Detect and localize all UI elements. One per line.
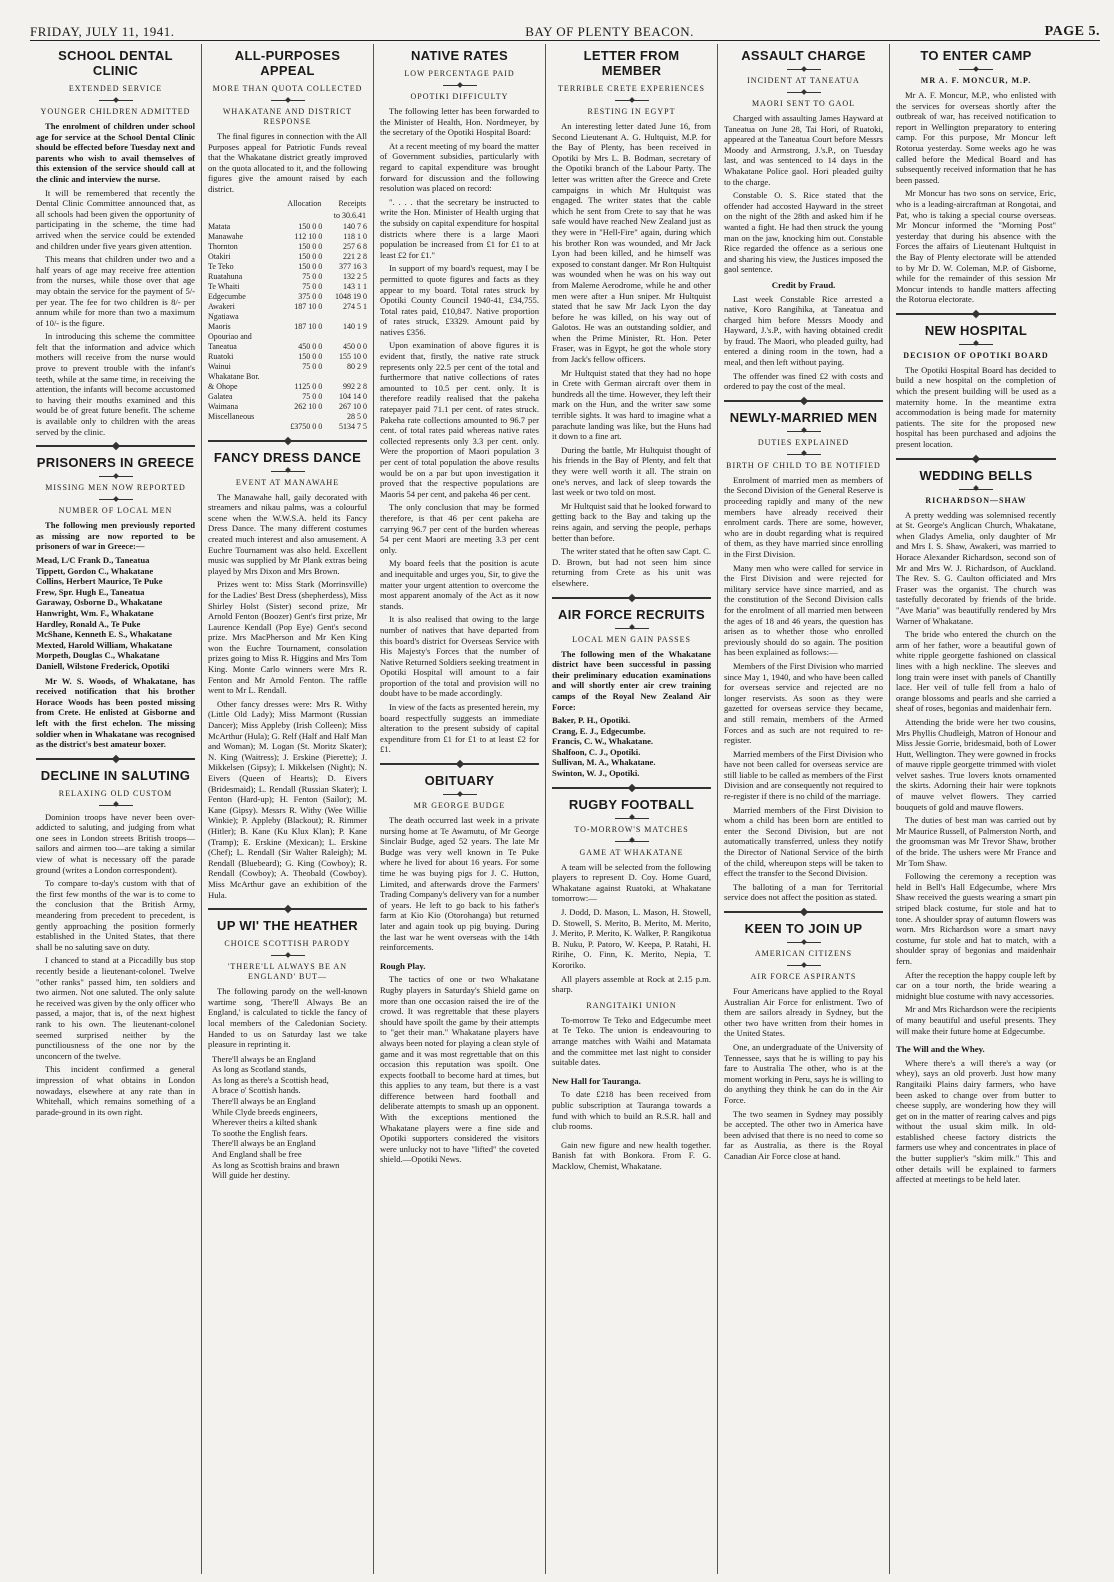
table-row	[208, 312, 367, 322]
receipts-cell: 104 14 0	[339, 391, 367, 401]
list-item: Frew, Spr. Hugh E., Taneatua	[36, 586, 145, 597]
allocation-cell	[275, 372, 322, 382]
headline: SCHOOL DENTAL CLINIC	[58, 48, 173, 78]
table-row	[208, 302, 367, 312]
district-cell: Otakiri	[208, 251, 231, 261]
article-fancy-dress	[208, 450, 367, 901]
receipts-cell: 1048 19 0	[335, 291, 367, 301]
receipts-cell: 155 10 0	[339, 351, 367, 361]
paragraph: Other fancy dresses were: Mrs R. Withy (Little Old Lady); Miss Marmont (Russian Dancer); Miss Appleby (Irish Colleen); Miss McArthur (Hula); G. Relf (Half and Half Man and Woman); M. Logan (St. Moritz Skater); N. King (Waitress); J. Erskine (Pierette); J. Mikkelsen (Gipsy); I. Mikkelsen (Night); N. Eivers (Queen of Hearts); D. Eivers (Bridesmaid); L. Rendall (Russian Skater); I. Fenton (Hard-up); H. Fenton (Sailor); M. Kane (Gipsy). Messrs R. Withy (Wee Willie Winkie); P. Appleby (Blackout); R. Rimmer (Hitler); B. Kane (Ku Klux Klan); P. Kane (Tramp); E. Erskine (Mexican); L. Erskine (Chef); L. Rendall (Sir Walter Raleigh); M. Rendall (Bluebeard); G. King (Cowboy); R. Rendall (Cowboy); A. Theobald (Cowboy). Miss McArthur gave an exhibition of the Hula.	[208, 698, 367, 900]
table-row	[208, 382, 367, 392]
paragraph: Charged with assaulting James Hayward at Taneatua on June 28, Tai Hori, of Ruatoki, appeared at the Taneatua Court before Messrs Moody and Armstrong, J.'s.P., on Tuesday last, and was sentenced to 14 days in the Whakatane Police gaol. Hori pleaded guilty to the charge.	[724, 113, 883, 187]
paragraph: Four Americans have applied to the Royal Australian Air Force for enlistment. Two of them are sailors already in Sydney, but the other two have written from their homes in the United States.	[724, 986, 883, 1039]
masthead-date: FRIDAY, JULY 11, 1941.	[30, 24, 175, 39]
list-item: Crang, E. J., Edgecumbe.	[552, 725, 646, 736]
paragraph: Mr A. F. Moncur, M.P., who enlisted with the services for overseas shortly after the outbreak of war, has received notification to report in Wellington preparatory to entering camp. For this purpose, Mr Moncur left Rotorua yesterday. Some weeks ago he was called before the Medical Board and has subsequently received information that he has been passed.	[896, 90, 1056, 185]
paragraph: To-morrow Te Teko and Edgecumbe meet at Te Teko. The union is endeavouring to arrange matches with Waihi and Matamata and the committee met last night to consider suitable dates.	[552, 1014, 711, 1068]
paragraph: All players assemble at Rock at 2.15 p.m. sharp.	[552, 973, 711, 995]
article-heather	[208, 918, 367, 1181]
verse-line: And England shall be free	[212, 1149, 302, 1160]
article-appeal	[208, 48, 367, 432]
paragraph: Mr and Mrs Richardson were the recipients of many beautiful and useful presents. They will make their future home at Edgecumbe.	[896, 1004, 1056, 1036]
divider	[787, 431, 821, 432]
list-item: McShane, Kenneth E. S., Whakatane	[36, 629, 172, 640]
verse-line: To soothe the English fears.	[212, 1127, 308, 1138]
receipts-cell	[322, 332, 367, 342]
divider	[443, 794, 477, 795]
side-heading: The Will and the Whey.	[896, 1044, 985, 1055]
subhead: RANGITAIKI UNION	[586, 1000, 677, 1010]
receipts-cell: 118 1 0	[343, 231, 367, 241]
verse-line: A brace o' Scottish hands.	[212, 1085, 301, 1096]
receipts-cell: 143 1 1	[343, 281, 367, 291]
section-rule	[724, 911, 883, 913]
subhead: TERRIBLE CRETE EXPERIENCES	[558, 84, 705, 93]
allocation-cell: 150 0 0	[298, 261, 323, 271]
divider	[615, 628, 649, 629]
column-6	[890, 44, 1062, 1574]
list-item: Shalfoon, C. J., Opotiki.	[552, 746, 641, 757]
divider	[99, 476, 133, 477]
allocation-cell: 187 10 0	[294, 321, 323, 331]
district-cell: Ruatahuna	[208, 271, 243, 281]
subhead: CHOICE SCOTTISH PARODY	[224, 939, 351, 949]
subhead: MR A. F. MONCUR, M.P.	[920, 76, 1032, 85]
subhead: LOCAL MEN GAIN PASSES	[572, 634, 691, 644]
district-cell: Whakatane Bor.	[208, 371, 260, 381]
paragraph: The two seamen in Sydney may possibly be accepted. The other two in America have been advised that there is no need to come so far as Australia, as there is the Royal Canadian Air Force close at hand.	[724, 1108, 883, 1161]
district-cell: Miscellaneous	[208, 411, 255, 421]
article-rugby	[552, 797, 711, 1068]
headline: NATIVE RATES	[410, 48, 508, 63]
subhead: MR GEORGE BUDGE	[413, 801, 506, 811]
list-item: Sullivan, M. A., Whakatane.	[552, 757, 656, 768]
list-item: Daniell, Wilstone Frederick, Opotiki	[36, 660, 170, 671]
subhead: YOUNGER CHILDREN ADMITTED	[40, 107, 191, 116]
recruit-list	[552, 715, 711, 779]
allocation-cell: 375 0 0	[298, 291, 323, 301]
list-item: Mead, L/C Frank D., Taneatua	[36, 555, 150, 565]
verse-line: While Clyde breeds engineers,	[212, 1106, 318, 1117]
paragraph: The balloting of a man for Territorial service does not affect the position as stated.	[724, 881, 883, 903]
district-cell: Te Whaiti	[208, 281, 240, 291]
paragraph: ". . . . that the secretary be instructed to write the Hon. Minister of Health urging that the subsidy on capital expenditure for hospital districts where there is a large Maori population be increased from £1 for £1 to at least £2 for £1."	[380, 196, 539, 260]
paragraph: Constable O. S. Rice stated that the offender had accosted Hayward in the street on the night of the 28th and asked him if he wanted a fight. He had then struck the young man on the jaw, knocking him out. Constable Rice regarded the offence as a serious one and sharing his view, the Justices imposed the gaol sentence.	[724, 190, 883, 275]
allocation-cell: 450 0 0	[298, 341, 323, 351]
allocation-cell	[275, 332, 322, 342]
district-cell: Galatea	[208, 391, 233, 401]
divider	[959, 344, 993, 345]
headline: PRISONERS IN GREECE	[36, 455, 195, 471]
column-1	[30, 44, 202, 1574]
list-item: Swinton, W. J., Opotiki.	[552, 768, 640, 779]
allocation-cell	[275, 312, 322, 322]
verse-line: Wherever theirs a kilted shank	[212, 1117, 317, 1128]
table-row	[208, 362, 367, 372]
column-4	[546, 44, 718, 1574]
district-cell: Opouriao and	[208, 331, 252, 341]
paragraph: The only conclusion that may be formed therefore, is that 46 per cent pakeha are carrying 96.7 per cent of the burden whereas 54 per cent Maori are meeting 3.3 per cent only.	[380, 502, 539, 555]
subhead: GAME AT WHAKATANE	[579, 847, 684, 857]
divider	[959, 489, 993, 490]
paragraph: Mr W. S. Woods, of Whakatane, has received notification that his brother Horace Woods has been posted missing from Crete. He enlisted at Gisborne and left with the first echelon. The missing soldier when in Whakatane was recognised as the district's best amateur boxer.	[36, 675, 195, 750]
article-prisoners	[36, 455, 195, 749]
paragraph: The following parody on the well-known wartime song, 'There'll Always Be an England,' is calculated to tickle the fancy of local members of the Caledonian Society. Handed to us on Saturday last we take pleasure in reprinting it.	[208, 986, 367, 1050]
section-rule	[896, 458, 1056, 460]
headline: ASSAULT CHARGE	[741, 48, 866, 63]
district-cell: Ruatoki	[208, 351, 234, 361]
subhead: BIRTH OF CHILD TO BE NOTIFIED	[726, 460, 881, 470]
paragraph: Enrolment of married men as members of the Second Division of the General Reserve is proceeding rapidly and many of the new members have already received their enrolment cards. There are some, however, who are in doubt regarding what is required of them, as they have married since enrolling in the First Division.	[724, 474, 883, 559]
paragraph: Where there's a will there's a way (or whey), says an old proverb. Just how many Rangitaiki Plains dairy farmers, who have been asked to change over from butter to cheese supply, are wondering how they will get on in the matter of rearing calves and pigs without the usual skim milk. In old-established cheese factory districts the farmers use whey and concentrates in place of the butter supplier's "skim milk." This and other details will be explained to farmers affected at meetings to be held later.	[896, 1057, 1056, 1185]
receipts-cell	[322, 312, 367, 322]
subhead: WHAKATANE AND DISTRICT RESPONSE	[222, 107, 353, 126]
paragraph: The Manawahe hall, gaily decorated with streamers and nikau palms, was a colourful scene when the W.W.S.A. held its Fancy Dress Dance. The many different costumes created much interest and also amusement. A Euchre Tournament was also held. Excellent music was supplied by Mr Plank extras being played by Mrs Dixon and Mrs Brown.	[208, 491, 367, 576]
paragraph: This incident confirmed a general impression of what obtains in London nowadays, elsewhere at any rate than in Whitehall, which remains something of a parade-ground in its own right.	[36, 1064, 195, 1117]
list-item: Garaway, Osborne D., Whakatane	[36, 597, 163, 608]
receipts-cell: 132 2 5	[343, 271, 367, 281]
article-wedding	[896, 468, 1056, 1037]
article-assault	[724, 48, 883, 392]
district-cell: Waimana	[208, 401, 239, 411]
section-rule	[552, 787, 711, 789]
list-item: Collins, Herbert Maurice, Te Puke	[36, 576, 163, 587]
subhead: RICHARDSON—SHAW	[925, 495, 1027, 505]
receipts-cell: 221 2 8	[343, 251, 367, 261]
subhead: MISSING MEN NOW REPORTED	[45, 483, 186, 493]
list-item: Hardley, Ronald A., Te Puke	[36, 618, 141, 629]
article-new-hospital	[896, 323, 1056, 450]
verse-line: There'll always be an England	[212, 1096, 316, 1107]
article-air-force	[552, 607, 711, 779]
district-cell: Taneatua	[208, 341, 237, 351]
district-cell: Ngatiawa	[208, 311, 239, 321]
paragraph: The death occurred last week in a private nursing home at Te Awamutu, of Mr George Sinclair Budge, aged 52 years. The late Mr Budge was very well known in Te Puke where he lived for about 16 years. For some time he was buying pigs for J. C. Hutton, Limited, and afterwards drove the Farmers' Trading Company's delivery van for a number of years. He left to go back to his father's farm at Kio Kio (Otorohanga) but returned later and again took up pig buying. During the last war he went overseas with the 14th reinforcements.	[380, 815, 539, 953]
section-rule	[36, 445, 195, 447]
paragraph: During the battle, Mr Hultquist thought of his friends in the Bay of Plenty, and felt that they were well worth it all. The strain on one's nerves, and lack of sleep towards the last week or two told on most.	[552, 444, 711, 498]
article-saluting	[36, 768, 195, 1118]
paragraph: The bride who entered the church on the arm of her father, wore a beautiful gown of white ripple georgette fashioned on classical lines with a high neckline. The sleeves and long train were inset with panels of Chantilly lace. Her veil of tulle fell from a halo of orange blossoms and pearls and she carried a sheaf of roses, begonias and maidenhair fern.	[896, 629, 1056, 714]
section-rule	[724, 400, 883, 402]
headline: FANCY DRESS DANCE	[213, 449, 362, 465]
headline: WEDDING BELLS	[919, 467, 1033, 483]
district-cell: Manawahe	[208, 231, 244, 241]
masthead	[30, 18, 1100, 41]
table-total	[208, 422, 367, 432]
table-row	[208, 392, 367, 402]
district-cell: Te Teko	[208, 261, 234, 271]
allocation-cell: 75 0 0	[302, 271, 323, 281]
paragraph: The writer stated that he often saw Capt. C. D. Brown, but had not seen him since returning from Crete as his unit was elsewhere.	[552, 546, 711, 588]
list-item: Mexted, Harold William, Whakatane	[36, 639, 173, 650]
paragraph: It is also realised that owing to the large number of natives that have departed from this board's district for Overseas Service with His Majesty's Forces that the number of Native Returned Soldiers seeking treatment in Opotiki Hospital will amount to a fair proportion of the total and provision will no doubt have to be made accordingly.	[380, 614, 539, 699]
subhead: NUMBER OF LOCAL MEN	[58, 506, 173, 516]
subhead: AIR FORCE ASPIRANTS	[750, 972, 857, 981]
table-row	[208, 222, 367, 232]
table-header	[208, 210, 367, 222]
list-item: Hanwright, Wm. F., Whakatane	[36, 607, 154, 618]
table-row	[208, 272, 367, 282]
divider	[99, 805, 133, 806]
total-receipts: 5134 7 5	[339, 421, 367, 431]
paragraph: Mr Hultquist said that he looked forward to getting back to the Bay and taking up the reins again, and serving the people, perhaps better than before.	[552, 500, 711, 543]
side-heading: Credit by Fraud.	[771, 279, 836, 290]
allocation-cell: 112 10 0	[294, 231, 323, 241]
paragraph: J. Dodd, D. Mason, L. Mason, H. Stowell, D. Stowell, S. Merito, B. Merito, M. Merito, J. Merito, P. Merito, K. Walker, P. Rangikotua B. Nuku, P. Patoro, W. Keepa, P. Ratahi, H. Ririhe, O. Finn, K. Merito, Nepia, T. Kororiko.	[552, 907, 711, 970]
headline: TO ENTER CAMP	[920, 48, 1032, 63]
divider	[271, 471, 305, 472]
section-rule	[208, 440, 367, 442]
section-rule	[208, 908, 367, 910]
total-allocation: £3750 0 0	[290, 421, 323, 431]
headline: NEWLY-MARRIED MEN	[729, 409, 878, 425]
district-cell: & Ohope	[208, 381, 238, 391]
paragraph: Gain new figure and new health together. Banish fat with Bonkora. From F. G. Macklow, Chemist, Whakatane.	[552, 1139, 711, 1171]
column-header: to 30.6.41	[333, 210, 366, 220]
headline: DECLINE IN SALUTING	[40, 767, 191, 783]
verse-line: There'll always be an England	[212, 1053, 316, 1064]
masthead-paper: BAY OF PLENTY BEACON.	[525, 24, 694, 39]
section-rule	[552, 597, 711, 599]
divider	[787, 454, 821, 455]
divider	[615, 841, 649, 842]
side-heading: New Hall for Tauranga.	[552, 1075, 641, 1086]
divider	[787, 92, 821, 93]
receipts-cell: 450 0 0	[343, 341, 367, 351]
verse-line: There'll always be an England	[212, 1138, 316, 1149]
paragraph: Mr Hultquist stated that they had no hope in Crete with German aircraft over them in hundreds all the time. However, they left their mark on the Hun, and the writer saw some terrible sights. It was hard to imagine what a parachute landing was like, but the Huns had it down to a fine art.	[552, 367, 711, 442]
allocation-cell: 75 0 0	[302, 391, 323, 401]
paragraph: The enrolment of children under school age for service at the School Dental Clinic should be effected before Tuesday next and parents who wish to avail themselves of this extension of the service should call at the clinic and interview the nurse.	[36, 121, 195, 184]
section-rule	[36, 758, 195, 760]
divider	[99, 499, 133, 500]
subhead: EVENT AT MANAWAHE	[235, 477, 340, 487]
divider	[443, 85, 477, 86]
paragraph: Prizes went to: Miss Stark (Morrinsville) for the Ladies' Best Dress (shepherdess), Miss Shirley Holst (Sister) second prize, Mr Arnold Fenton (Boozer) Gent's first prize, Mr Laurence Kendall (Pop Eye) Gent's second prize. Mrs MacPherson and Mr Ken King won the Euchre Tournament, consolation prizes going to Miss R. Higgins and Mrs Tom King. Monte Carlo winners were Mrs R. Fenton and Mr Arnold Fenton. The raffle went to Mr L. Rendall.	[208, 579, 367, 696]
allocation-cell: 262 10 0	[294, 401, 323, 411]
paragraph: Members of the First Division who married since May 1, 1940, and who have been called for overseas service and rejected are no longer reservists. As soon as they were gazetted for overseas service they became, and still remain, members of the Armed Forces and as such are not required to re-register.	[724, 660, 883, 746]
article-married-men	[724, 410, 883, 903]
divider	[615, 818, 649, 819]
subhead: 'THERE'LL ALWAYS BE AN ENGLAND' BUT—	[227, 962, 348, 982]
table-row	[208, 332, 367, 342]
advertisement	[552, 1140, 711, 1172]
headline: AIR FORCE RECRUITS	[558, 606, 705, 622]
receipts-cell	[322, 372, 367, 382]
subhead: INCIDENT AT TANEATUA	[747, 76, 860, 85]
paragraph: Many men who were called for service in the First Division and were rejected for military service have since married, and as the constitution of the Second Division calls for the enrolment of all married men between the ages of 18 and 46 years, the question has arisen as to whether those who enrolled previously should do so again. The position has been explained as follows:—	[724, 562, 883, 658]
paragraph: The following men of the Whakatane district have been successful in passing their preliminary education examinations and will shortly enter air crew training camps of the Royal New Zealand Air Force:	[552, 648, 711, 712]
list-item: Tippett, Gordon C., Whakatane	[36, 565, 154, 576]
table-row	[208, 352, 367, 362]
subhead: LOW PERCENTAGE PAID	[404, 69, 515, 78]
receipts-cell: 140 1 9	[343, 321, 367, 331]
paragraph: The final figures in connection with the All Purposes appeal for Patriotic Funds reveal that the Whakatane district greatly improved on the quota allocated to it, and the following figures give the amount raised by each district.	[208, 131, 367, 194]
receipts-cell: 28 5 0	[347, 411, 367, 421]
article-obituary	[380, 773, 539, 953]
column-5	[718, 44, 890, 1574]
article-enter-camp	[896, 48, 1056, 305]
verse-line: Will guide her destiny.	[212, 1170, 290, 1181]
allocation-rows	[208, 222, 367, 422]
paragraph: The tactics of one or two Whakatane Rugby players in Saturday's Shield game on more than one occasion raised the ire of the crowd. It was regrettable that these players should have spoilt the game by their attempts to "get their man." Whakatane players have always been noted for playing a clean style of game and it was most regrettable that on this occasion this reputation was spoilt. One expects football to become hard at times, but this applies to any team, but there is a vast difference between hard football and deliberate attempts to smash up an opponent. With the exceptions mentioned the Whakatane players were a fine side and Opotiki supporters considered the visitors were unlucky not to have "lifted" the coveted shield.—Opotiki News.	[380, 974, 539, 1165]
paragraph: The Opotiki Hospital Board has decided to build a new hospital on the completion of which the present building will be used as a maternity home. In the meantime extra accommodation is being made for maternity patients. The site for the proposed new hospital has been purchased and adjoins the present location.	[896, 364, 1056, 450]
allocation-cell	[275, 412, 322, 422]
paragraph: After the reception the happy couple left by car on a tour north, the bride wearing a midnight blue costume with navy accessories.	[896, 969, 1056, 1001]
paragraph: The following men previously reported as missing are now reported to be prisoners of war in Greece:—	[36, 520, 195, 552]
receipts-cell: 140 7 6	[343, 221, 367, 231]
divider	[787, 965, 821, 966]
table-row	[208, 262, 367, 272]
side-heading: Rough Play.	[380, 960, 426, 971]
divider	[787, 942, 821, 943]
paragraph: Upon examination of above figures it is evident that, firstly, the native rate struck represents only 22.5 per cent of the total and furthermore that native collections of rates amounted to 10.5 per cent. only. It is therefore readily realised that the pakeha ratepayer paid 71.1 per cent. of rates struck. Pakeha rate collections amounted to 96.7 per cent. of total rates paid whereas native rates collected represents only 3.3 per cent. only. Were the proportion of Maori population 3 per cent of total population the above results would be on a par but upon investigation it proved that the respective populations are Maoris 54 per cent, and pakeha 46 per cent.	[380, 340, 539, 499]
article-native-rates	[380, 48, 539, 755]
section-rule	[896, 313, 1056, 315]
table-row	[208, 402, 367, 412]
district-cell: Wainui	[208, 361, 231, 371]
subhead: DECISION OF OPOTIKI BOARD	[903, 350, 1049, 360]
paragraph: The duties of best man was carried out by Mr Maurice Russell, of Palmerston North, and the groomsman was Mr Trevor Shaw, brother of the bride. The ushers were Mr France and Mr Tom Shaw.	[896, 815, 1056, 868]
district-cell: Matata	[208, 221, 231, 231]
column-header: Receipts	[338, 198, 366, 208]
verse-line: As long as Scottish brains and brawn	[212, 1159, 340, 1170]
table-row	[208, 252, 367, 262]
article-dental-clinic	[36, 48, 195, 437]
district-cell: Thornton	[208, 241, 238, 251]
paragraph: An interesting letter dated June 16, from Second Lieutenant A. G. Hultquist, M.P. for the Bay of Plenty, has been received in Opotiki by Mrs L. B. Bodman, secretary of the Opotiki branch of the Labour Party. The letter was written after the Greece and Crete campaigns in which Mr Hultquist was engaged. The writer states that the cable which he sent from Crete to say that he was safe would have reached New Zealand just as they were in "Hell-Fire" again, during which his brother Ron was wounded, and Mr Jack Lyon had been killed, and he himself was exposed to constant danger. Mr Ron Hultquist was wounded when he was on his way out from Maleme Aerodrome, while he and other men were after a Hun sniper. Mr Hultquist stated that he saw Mr Jack Lyon the day before he was killed, on his way out of Galotos. He was an outstanding soldier, and when the Prime Minister, Rt. Hon. Peter Fraser, was in Egypt, he got the whole story from Jack's fellow officers.	[552, 121, 711, 365]
paragraph: To date £218 has been received from public subscription at Tauranga towards a fund with which to build an R.S.R. hall and club rooms.	[552, 1089, 711, 1132]
verse-line: As long as Scotland stands,	[212, 1064, 307, 1075]
allocation-cell: 187 10 0	[294, 301, 323, 311]
table-row	[208, 232, 367, 242]
paragraph: I chanced to stand at a Piccadilly bus stop recently beside a lieutenant-colonel. Twelve "other ranks" passed him, ten soldiers and two airmen. Not one saluted. The only salute he received was given by the only officer who passed, a major, that is, of the next highest rank to his own. The lieutenant-colonel seemed surprised neither by the punctiliousness of the one nor by the unconcern of the twelve.	[36, 955, 195, 1061]
headline: NEW HOSPITAL	[924, 322, 1028, 338]
subhead: AMERICAN CITIZENS	[754, 949, 853, 958]
divider	[99, 100, 133, 101]
divider	[787, 69, 821, 70]
article-letter	[552, 48, 711, 589]
divider	[271, 100, 305, 101]
column-2	[202, 44, 374, 1574]
section-rule	[380, 763, 539, 765]
article-new-hall	[552, 1076, 711, 1132]
prisoner-list	[36, 555, 195, 672]
headline: LETTER FROM MEMBER	[583, 48, 680, 78]
subhead: MORE THAN QUOTA COLLECTED	[212, 84, 363, 93]
article-keen-to-join	[724, 921, 883, 1162]
table-row	[208, 372, 367, 382]
masthead-page: PAGE 5.	[1044, 24, 1100, 39]
allocation-cell: 150 0 0	[298, 221, 323, 231]
allocation-cell: 1125 0 0	[294, 381, 323, 391]
table-row	[208, 292, 367, 302]
district-cell: Maoris	[208, 321, 231, 331]
allocation-cell: 150 0 0	[298, 241, 323, 251]
subhead: EXTENDED SERVICE	[68, 84, 163, 93]
receipts-cell: 377 16 3	[339, 261, 367, 271]
paragraph: Attending the bride were her two cousins, Mrs Phyllis Chudleigh, Matron of Honour and Miss Jessie Gorrie, bridesmaid, both of Lower Hutt, Wellington. They were gowned in frocks of mauve ripple georgette trimmed with violet velvet sashes. True lovers knots ornamented the skirts. Adorning their hair were topknots of mauve velvet flowers. They carried bouquets of gold and mauve flowers.	[896, 716, 1056, 812]
list-item: Morpeth, Douglas C., Whakatane	[36, 650, 160, 661]
district-cell: Awakeri	[208, 301, 235, 311]
divider	[615, 100, 649, 101]
paragraph: Following the ceremony a reception was held in Bell's Hall Edgecumbe, where Mrs Shaw received the guests wearing a smart pin striped black costume, fur stole and hat to tone. A shoulder spray of autumn flowers was worn. Mrs Richardson wore a smart navy costume, fur stole and hat to match, with a shoulder spray of begonias and maidenhair fern.	[896, 871, 1056, 966]
subhead: RELAXING OLD CUSTOM	[58, 788, 173, 798]
paragraph: In support of my board's request, may I be permitted to quote figures and facts as they appear to my board. Total rates struck by Opotiki County Council 1940-41, £34,755. Total rates paid, £10,847. Native proportion of rates struck, £3329. Amount paid by natives £356.	[380, 263, 539, 337]
column-3	[374, 44, 546, 1574]
headline: ALL-PURPOSES APPEAL	[234, 48, 341, 78]
receipts-cell: 257 6 8	[343, 241, 367, 251]
paragraph: A pretty wedding was solemnised recently at St. George's Anglican Church, Whakatane, when Gladys Amelia, only daughter of Mr and Mrs I. S. Shaw, Awakeri, was married to Horace Alexander Richardson, second son of Mr and Mrs W. J. Richardson, of Auckland. The Rev. S. G. Caulton officiated and Mrs Fraser was the organist. The church was tastefully decorated by friends of the bride. "Ave Maria" was beautifully rendered by Mrs Warner of Whakatane.	[896, 509, 1056, 626]
list-item: Francis, C. W., Whakatane.	[552, 736, 654, 747]
receipts-cell: 267 10 0	[339, 401, 367, 411]
receipts-cell: 992 2 8	[343, 381, 367, 391]
subhead: DUTIES EXPLAINED	[757, 437, 850, 447]
paragraph: Married members of the First Division who have not been called for overseas service are still liable to be called as members of the First Division and are consequently not required to re-register if there is no child of the marriage.	[724, 748, 883, 802]
table-row	[208, 282, 367, 292]
paragraph: Married members of the First Division to whom a child has been born are entitled to enter the Second Division, but are not automatically transferred, unless they notify the Director of National Service of the birth of the child, whereupon steps will be taken to effect the transfer to the Second Division.	[724, 804, 883, 879]
allocation-cell: 75 0 0	[302, 361, 323, 371]
headline: KEEN TO JOIN UP	[744, 921, 863, 936]
receipts-cell: 80 2 9	[347, 361, 367, 371]
table-row	[208, 322, 367, 332]
paragraph: At a recent meeting of my board the matter of Government subsidies, particularly with regard to capital expenditure was brought forward for discussion and the following resolution was placed on record:	[380, 140, 539, 194]
paragraph: A team will be selected from the following players to represent D. Coy. Home Guard, Whakatane against Ruatoki, at Whakatane tomorrow:—	[552, 861, 711, 904]
divider	[271, 955, 305, 956]
receipts-cell: 274 5 1	[343, 301, 367, 311]
allocation-cell: 150 0 0	[298, 351, 323, 361]
headline: UP WI' THE HEATHER	[217, 918, 358, 934]
allocation-cell: 150 0 0	[298, 251, 323, 261]
paragraph: One, an undergraduate of the University of Tennessee, says that he is willing to pay his fare to Australia The other, who is at the moment working in Peru, says he is willing to do anything they think he can do in the Air Force.	[724, 1041, 883, 1105]
table-row	[208, 412, 367, 422]
paragraph: Mr Moncur has two sons on service, Eric, who is a leading-aircraftman at Rongotai, and Pat, who is taking a special course overseas. Mr Moncur informed the "Morning Post" yesterday that during his absence with the Forces the affairs of Lieutenant Hultquist in the Bay of Plenty electorate will be attended to by Mr D. W. Coleman, M.P. of Gisborne, while for the remainder of this session Mr Moncur intends to handle matters affecting the Rotorua electorate.	[896, 188, 1056, 305]
subhead: MAORI SENT TO GAOL	[751, 99, 856, 108]
headline: OBITUARY	[424, 773, 495, 789]
article-will-and-whey	[896, 1044, 1056, 1185]
allocation-cell: 75 0 0	[302, 281, 323, 291]
headline: RUGBY FOOTBALL	[568, 796, 695, 812]
paragraph: The offender was fined £2 with costs and ordered to pay the cost of the meal.	[724, 370, 883, 392]
divider	[959, 69, 993, 70]
list-item: Baker, P. H., Opotiki.	[552, 715, 631, 726]
paragraph: Dominion troops have never been over-addicted to saluting, and judging from what one sees in London streets British troops—sailors and airmen too—are taking a similar view of what is necessary off the parade ground (writes a London correspondent).	[36, 811, 195, 875]
allocation-table	[208, 198, 367, 432]
table-row	[208, 242, 367, 252]
paragraph: The following letter has been forwarded to the Minister of Health, Hon. Nordmeyer, by the secretary of the Opotiki Hospital Board:	[380, 106, 539, 138]
table-header	[208, 198, 367, 210]
paragraph: In view of the facts as presented herein, my board respectfully suggests an immediate alteration to the present subsidy of capital expenditure from £1 for £1 to at least £2 for £1.	[380, 702, 539, 755]
verse	[212, 1054, 367, 1181]
paragraph: To compare to-day's custom with that of the first few months of the war is to come to the conclusion that the British Army, meandering from precedent to precedent, is gently approaching the position formerly established in the United States, that there shall be no saluting save on duty.	[36, 878, 195, 952]
paragraph: This means that children under two and a half years of age may receive free attention from the nurses, while those over that age may obtain the service for the payment of 5/- per year. The fee for two children is 8/- per annum while for more than two a maximum of 10/- is the figure.	[36, 254, 195, 328]
column-header: Allocation	[287, 198, 322, 208]
subhead: OPOTIKI DIFFICULTY	[410, 92, 509, 101]
subhead: TO-MORROW'S MATCHES	[574, 824, 689, 834]
subhead: RESTING IN EGYPT	[587, 107, 676, 116]
paragraph: It will be remembered that recently the Dental Clinic Committee announced that, as all schools had been given the opportunity of participating in the scheme, the time had arrived when the service could be extended and children under five years given attention.	[36, 187, 195, 251]
paragraph: In introducing this scheme the committee felt that the information and advice which mothers will receive from the nurse would prove to prevent trouble with the infant's teeth, while at the same time, in receiving the attention, the infants will become accustomed to having their mouths examined and this would be of great future benefit. The scheme is available only to children with the areas served by the clinic.	[36, 331, 195, 437]
verse-line: As long as there's a Scottish head,	[212, 1074, 329, 1085]
paragraph: My board feels that the position is acute and inequitable and urges you, Sir, to give the matter your urgent attention to overcome the most apparent anomaly of the Act as it now stands.	[380, 558, 539, 611]
paragraph: Last week Constable Rice arrested a native, Koro Rangihika, at Taneatua and charged him before Messrs Moody and Hayward, J.'s.P., with having obtained credit by fraud. The Maori, who pleaded guilty, had entered a dining room in the town, had a meal, and then left without paying.	[724, 293, 883, 368]
district-cell: Edgecumbe	[208, 291, 246, 301]
table-row	[208, 342, 367, 352]
article-rough-play	[380, 961, 539, 1165]
